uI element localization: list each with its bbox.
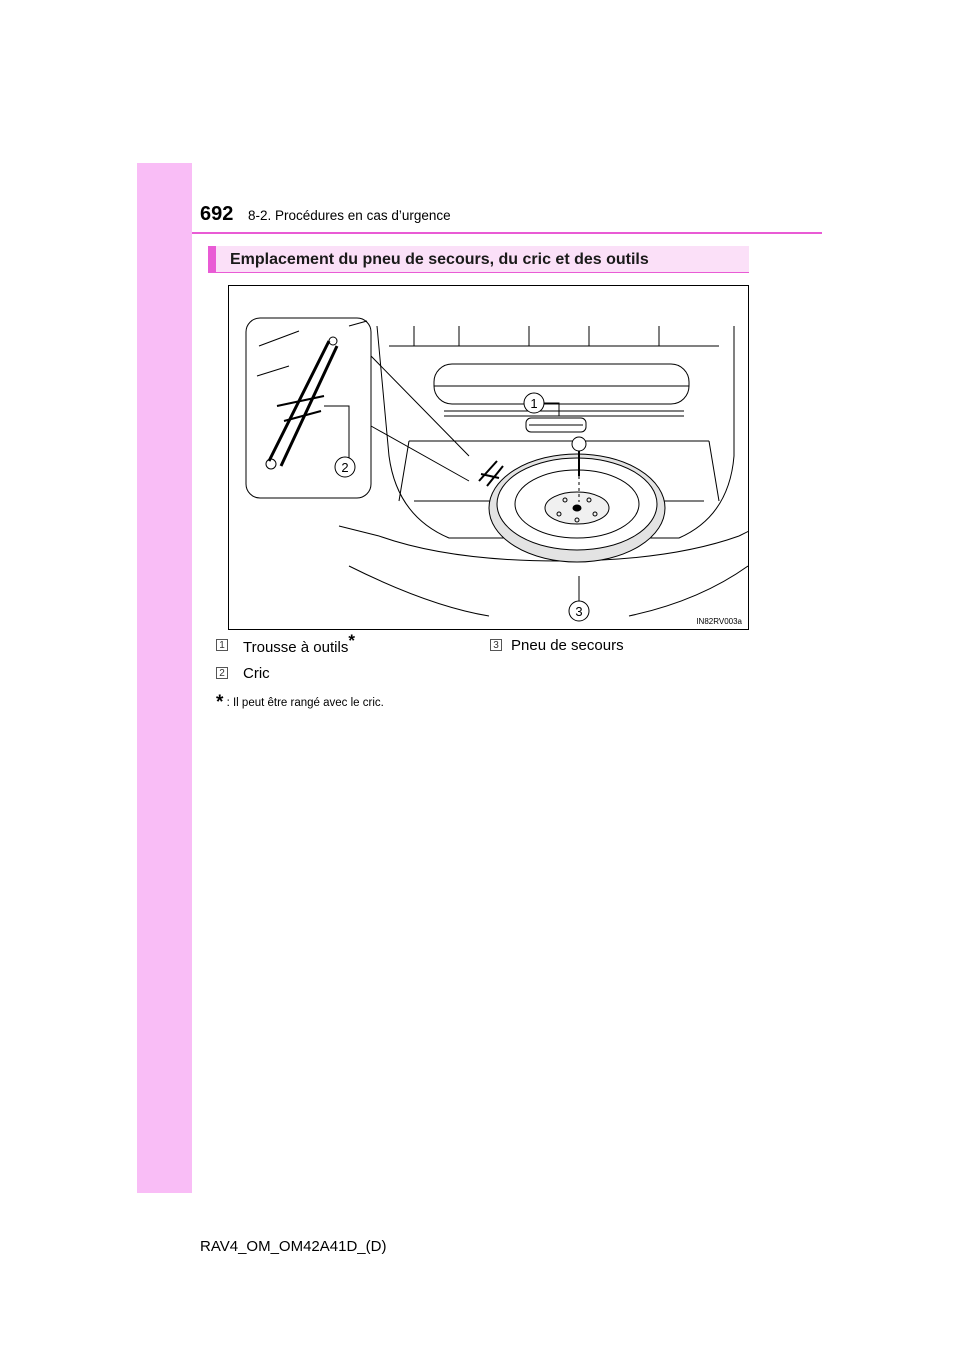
item-3-number: 3 xyxy=(490,639,502,651)
item-1-number: 1 xyxy=(216,639,228,651)
section-divider xyxy=(208,272,749,273)
chapter-title: 8-2. Procédures en cas d’urgence xyxy=(248,208,451,223)
item-3-label: Pneu de secours xyxy=(511,637,624,654)
trunk-illustration xyxy=(228,285,749,630)
trunk-drawing xyxy=(229,286,748,629)
figure-code: IN82RV003a xyxy=(696,617,742,626)
item-1-label: Trousse à outils xyxy=(243,639,349,656)
page-number: 692 xyxy=(200,203,234,225)
footnote-text: : Il peut être rangé avec le cric. xyxy=(223,697,384,709)
item-1-caption xyxy=(243,631,355,657)
document-id: RAV4_OM_OM42A41D_(D) xyxy=(200,1238,387,1255)
section-title: Emplacement du pneu de secours, du cric et des outils xyxy=(230,251,649,268)
item-2-label: Cric xyxy=(243,665,270,682)
footnote xyxy=(216,690,384,712)
section-heading xyxy=(208,246,749,273)
callout-2: 2 xyxy=(341,460,349,475)
item-2-number: 2 xyxy=(216,667,228,679)
footnote-marker: * xyxy=(348,631,355,650)
footnote-star: * xyxy=(216,692,224,713)
header-divider xyxy=(192,232,822,234)
callout-1: 1 xyxy=(530,396,538,411)
chapter-sidebar-tab xyxy=(137,163,192,1193)
callout-3: 3 xyxy=(575,604,583,619)
